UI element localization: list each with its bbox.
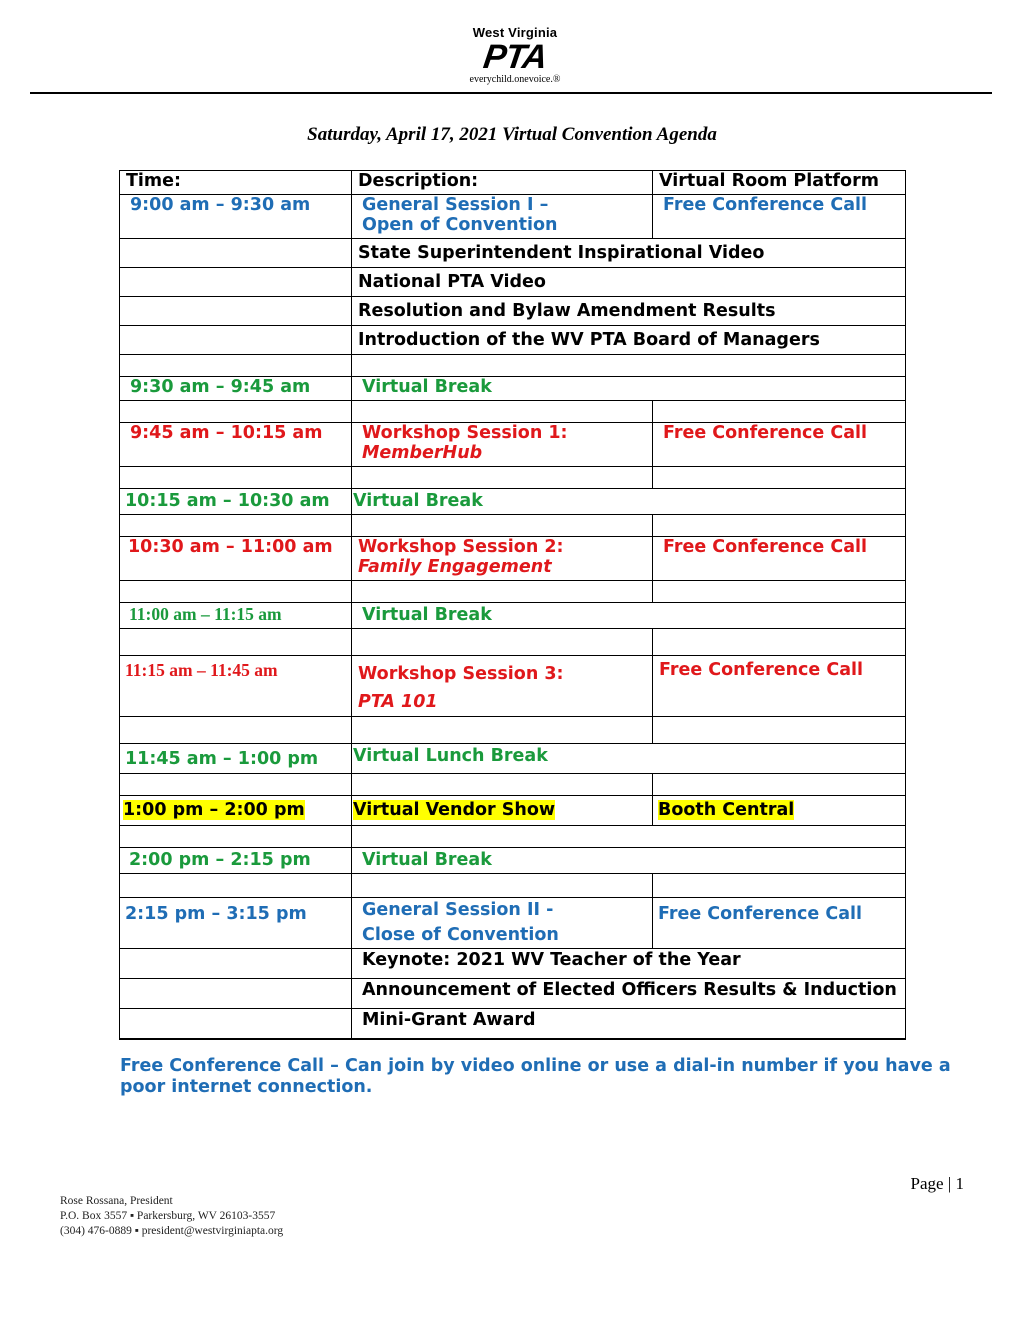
time-cell (120, 326, 352, 355)
footer-president: Rose Rossana, President (60, 1195, 173, 1207)
spacer-row (120, 467, 906, 489)
page-number: Page | 1 (910, 1174, 964, 1193)
description-cell (352, 656, 653, 717)
desc-line: General Session II - (362, 900, 554, 920)
time-cell: 11:15 am – 11:45 am (120, 656, 352, 717)
description-cell (352, 796, 653, 826)
header-platform: Virtual Room Platform (653, 171, 906, 195)
table-row (120, 537, 906, 581)
header-time: Time: (120, 171, 352, 195)
spacer-row (120, 355, 906, 377)
time-cell (120, 979, 352, 1009)
conference-call-note: Free Conference Call – Can join by video online or use a dial-in number if you have a poor internet connection. (120, 1056, 951, 1097)
description-cell: Mini-Grant Award (352, 1009, 906, 1039)
table-row (120, 979, 906, 1009)
platform-cell: Free Conference Call (653, 656, 906, 717)
spacer-row (120, 774, 906, 796)
description-cell: State Superintendent Inspirational Video (352, 239, 906, 268)
time-cell: 9:30 am – 9:45 am (120, 377, 352, 401)
highlighted-time: 1:00 pm – 2:00 pm (123, 800, 305, 820)
time-cell (120, 796, 352, 826)
time-cell: 9:00 am – 9:30 am (120, 195, 352, 239)
time-cell: 10:30 am – 11:00 am (120, 537, 352, 581)
platform-cell: Free Conference Call (653, 537, 906, 581)
platform-cell: Free Conference Call (653, 195, 906, 239)
table-row (120, 239, 906, 268)
highlighted-platform: Booth Central (658, 800, 795, 820)
time-cell (120, 268, 352, 297)
platform-cell: Free Conference Call (653, 423, 906, 467)
time-cell: 10:15 am – 10:30 am (120, 489, 352, 515)
table-row (120, 297, 906, 326)
table-row (120, 949, 906, 979)
table-row (120, 195, 906, 239)
table-header-row (120, 171, 906, 195)
spacer-row (120, 874, 906, 898)
desc-line: Workshop Session 2: (358, 537, 564, 557)
footer-address: P.O. Box 3557 ▪ Parkersburg, WV 26103-3557 (60, 1210, 276, 1222)
time-cell: 11:45 am – 1:00 pm (120, 744, 352, 774)
desc-line: Workshop Session 1: (362, 423, 568, 443)
desc-line: Close of Convention (362, 925, 559, 945)
time-cell: 2:15 pm – 3:15 pm (120, 898, 352, 949)
spacer-row (120, 515, 906, 537)
footer-contact (60, 1194, 283, 1239)
table-row (120, 489, 906, 515)
logo-state-name: West Virginia (472, 25, 558, 40)
spacer-row (120, 581, 906, 603)
spacer-row (120, 717, 906, 744)
logo-pta-wordmark: PTA (481, 38, 549, 76)
platform-cell: Free Conference Call (653, 898, 906, 949)
desc-line: Family Engagement (358, 557, 552, 577)
page-title: Saturday, April 17, 2021 Virtual Convention Agenda (307, 124, 717, 145)
description-cell (352, 537, 653, 581)
description-cell: Virtual Break (352, 603, 906, 629)
wv-pta-logo (440, 26, 590, 86)
platform-cell (653, 796, 906, 826)
header-description: Description: (352, 171, 653, 195)
table-row (120, 603, 906, 629)
table-row (120, 848, 906, 874)
agenda-table (119, 170, 906, 1040)
logo-tagline: everychild.onevoice.® (469, 74, 561, 85)
time-cell (120, 1009, 352, 1039)
header-divider (30, 92, 992, 94)
table-row (120, 377, 906, 401)
table-row (120, 656, 906, 717)
table-row (120, 898, 906, 949)
spacer-row (120, 401, 906, 423)
description-cell: Resolution and Bylaw Amendment Results (352, 297, 906, 326)
desc-line: Workshop Session 3: (358, 664, 564, 684)
description-cell (352, 423, 653, 467)
table-row highlighted-row (120, 796, 906, 826)
desc-line: MemberHub (362, 443, 483, 463)
description-cell: Virtual Break (352, 489, 906, 515)
desc-line: PTA 101 (358, 692, 438, 712)
description-cell (352, 195, 653, 239)
description-cell: Announcement of Elected Officers Results & Induction (352, 979, 906, 1009)
spacer-row (120, 826, 906, 848)
description-cell: Virtual Lunch Break (352, 744, 906, 774)
time-cell: 9:45 am – 10:15 am (120, 423, 352, 467)
table-row (120, 744, 906, 774)
time-cell (120, 239, 352, 268)
description-cell: Virtual Break (352, 848, 906, 874)
time-cell: 2:00 pm – 2:15 pm (120, 848, 352, 874)
desc-line: Open of Convention (362, 215, 558, 235)
desc-line: General Session I – (362, 195, 549, 215)
table-row (120, 268, 906, 297)
description-cell: National PTA Video (352, 268, 906, 297)
table-row (120, 1009, 906, 1039)
highlighted-description: Virtual Vendor Show (353, 800, 556, 820)
description-cell: Keynote: 2021 WV Teacher of the Year (352, 949, 906, 979)
footer-phone-email: (304) 476-0889 ▪ president@westvirginiapta.org (60, 1225, 284, 1237)
table-row (120, 326, 906, 355)
description-cell: Virtual Break (352, 377, 906, 401)
table-row (120, 423, 906, 467)
spacer-row (120, 629, 906, 656)
description-cell: Introduction of the WV PTA Board of Managers (352, 326, 906, 355)
time-cell (120, 949, 352, 979)
time-cell (120, 297, 352, 326)
time-cell: 11:00 am – 11:15 am (120, 603, 352, 629)
description-cell (352, 898, 653, 949)
